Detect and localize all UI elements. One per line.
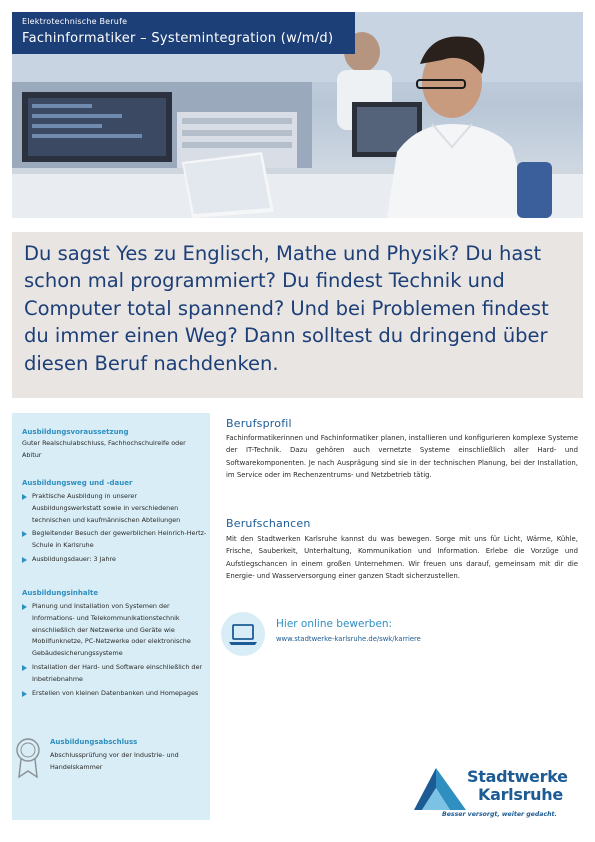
- award-badge-icon: [14, 736, 42, 780]
- degree-heading: Ausbildungsabschluss: [50, 738, 138, 746]
- list-item: Ausbildungsdauer: 3 Jahre: [22, 554, 208, 566]
- bullet-arrow-icon: [22, 494, 27, 500]
- career-prospects-heading: Berufschancen: [226, 517, 311, 530]
- logo-wordmark-line2: Karlsruhe: [478, 785, 563, 804]
- bullet-arrow-icon: [22, 604, 27, 610]
- header-title-box: [12, 12, 355, 54]
- laptop-icon: [221, 612, 265, 656]
- stadtwerke-karlsruhe-logo: [414, 764, 584, 824]
- bullet-arrow-icon: [22, 557, 27, 563]
- training-path-heading: Ausbildungsweg und -dauer: [22, 479, 133, 487]
- list-item: Begleitender Besuch der gewerblichen Heinrich-Hertz-Schule in Karlsruhe: [22, 528, 208, 552]
- bullet-arrow-icon: [22, 665, 27, 671]
- list-item: Planung und Installation von Systemen der Informations- und Telekommunikationstechnik einschließlich der Netzwerke und Geräte wie Mobilfunknetze, PC-Netzwerke oder elektronische Gebäudesicherungssysteme: [22, 601, 208, 660]
- list-item: Erstellen von kleinen Datenbanken und Homepages: [22, 688, 208, 700]
- job-profile-text: Fachinformatikerinnen und Fachinformatiker planen, installieren und konfigurieren komplexe Systeme der IT-Technik. Dazu gehören auch vernetzte Systeme einschließlich aller Hard- und Softwarekomponenten. Je nach Ausprägung sind sie in der technischen Planung, bei der Installation, im Service oder im Rechenzentrums- und Netzbetrieb tätig.: [226, 434, 578, 480]
- requirements-text: Guter Realschulabschluss, Fachhochschulreife oder Abitur: [22, 439, 186, 459]
- career-prospects-text: Mit den Stadtwerken Karlsruhe kannst du was bewegen. Sorge mit uns für Licht, Wärme, Kühle, Frische, Sauberkeit, Unterhaltung, Kommunikation und Information. Erlebe die Vorzüge und Aufstiegschancen in einem großen Unternehmen. Wir freuen uns darauf, gemeinsam mit dir die Energie- und Wasserversorgung einer ganzen Stadt sicherzustellen.: [226, 535, 578, 581]
- training-path-list: [22, 491, 208, 568]
- degree-text: Abschlussprüfung vor der Industrie- und Handelskammer: [50, 751, 179, 771]
- apply-laptop-badge[interactable]: [221, 612, 265, 656]
- category-label: Elektrotechnische Berufe: [22, 17, 128, 26]
- logo-wordmark-line1: Stadtwerke: [467, 767, 568, 786]
- intro-box: [12, 232, 583, 398]
- bullet-arrow-icon: [22, 691, 27, 697]
- list-item: Praktische Ausbildung in unserer Ausbildungswerkstatt sowie in verschiedenen technischen und kaufmännischen Abteilungen: [22, 491, 208, 526]
- logo-slogan: Besser versorgt, weiter gedacht.: [442, 811, 557, 818]
- bullet-arrow-icon: [22, 531, 27, 537]
- apply-online-label: Hier online bewerben:: [276, 618, 393, 630]
- career-link[interactable]: www.stadtwerke-karlsruhe.de/swk/karriere: [276, 635, 421, 643]
- page-title: Fachinformatiker – Systemintegration (w/m/d): [22, 31, 334, 46]
- logo-triangle-icon: [414, 766, 468, 812]
- intro-text: Du sagst Yes zu Englisch, Mathe und Physik? Du hast schon mal programmiert? Du findest Technik und Computer total spannend? Und bei Problemen findest du immer einen Weg? Dann solltest du dringend über diesen Beruf nachdenken.: [24, 242, 549, 375]
- training-content-list: [22, 601, 208, 701]
- requirements-heading: Ausbildungsvoraussetzung: [22, 428, 129, 436]
- job-profile-heading: Berufsprofil: [226, 417, 292, 430]
- list-item: Installation der Hard- und Software einschließlich der Inbetriebnahme: [22, 662, 208, 686]
- training-content-heading: Ausbildungsinhalte: [22, 589, 99, 597]
